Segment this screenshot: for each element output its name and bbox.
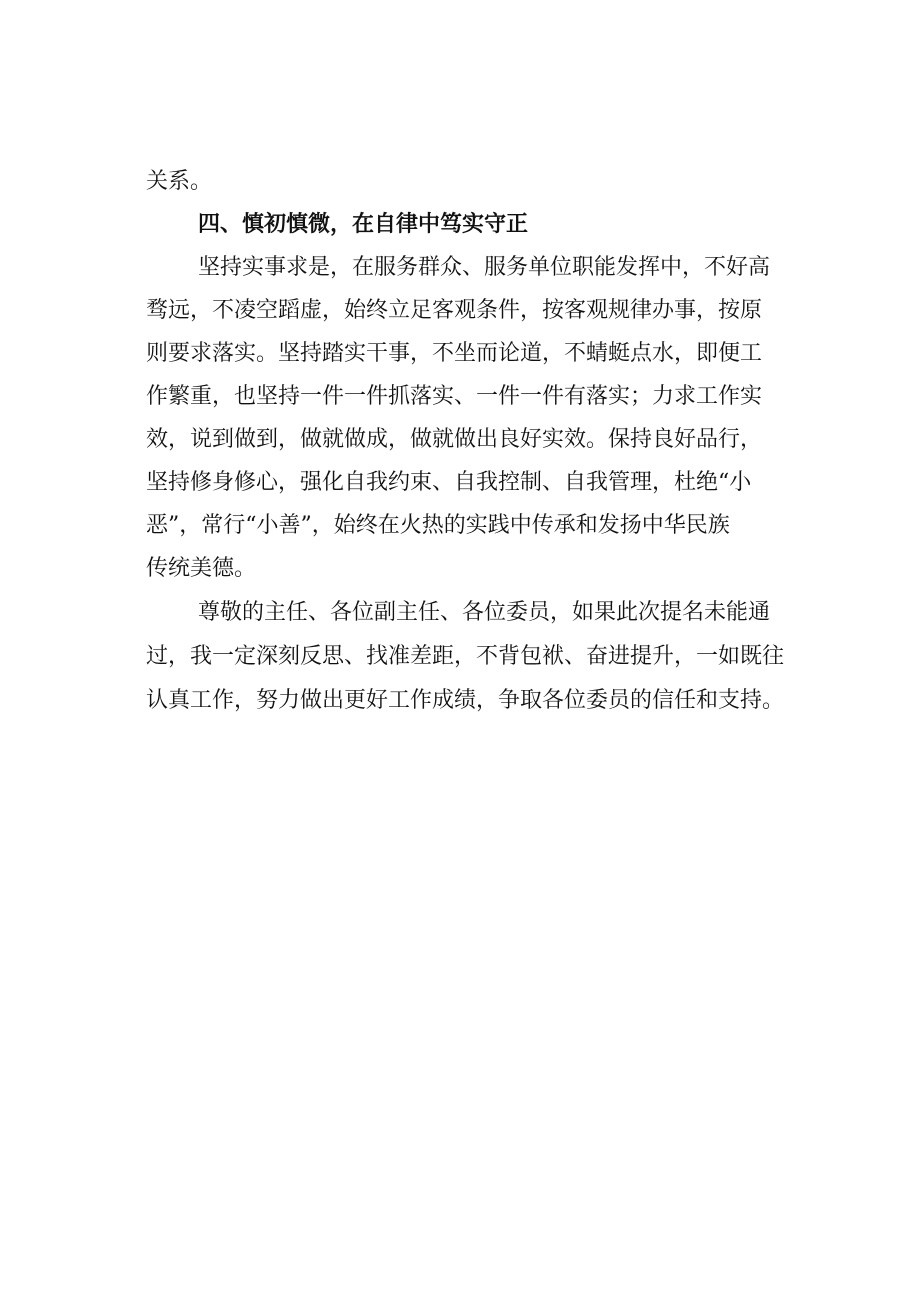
paragraph-line: 效，说到做到，做就做成，做就做出良好实效。保持良好品行，: [146, 427, 763, 452]
paragraph-line: 则要求落实。坚持踏实干事，不坐而论道，不蜻蜓点水，即便工: [146, 341, 763, 366]
paragraph-line: 恶”，常行“小善”，始终在火热的实践中传承和发扬中华民族: [146, 513, 730, 538]
continuation-line: 关系。: [146, 169, 213, 194]
paragraph-line: 作繁重，也坚持一件一件抓落实、一件一件有落实；力求工作实: [146, 384, 763, 409]
paragraph-line: 认真工作，努力做出更好工作成绩，争取各位委员的信任和支持。: [146, 688, 785, 713]
paragraph-line: 坚持修身修心，强化自我约束、自我控制、自我管理，杜绝“小: [146, 470, 752, 495]
paragraph-line: 坚持实事求是，在服务群众、服务单位职能发挥中，不好高: [198, 255, 771, 280]
paragraph-line: 传统美德。: [146, 556, 257, 581]
section-heading: 四、慎初慎微，在自律中笃实守正: [198, 212, 529, 237]
paragraph-line: 骛远，不凌空蹈虚，始终立足客观条件，按客观规律办事，按原: [146, 298, 763, 323]
paragraph-line: 过，我一定深刻反思、找准差距，不背包袱、奋进提升，一如既往: [146, 644, 785, 669]
paragraph-line: 尊敬的主任、各位副主任、各位委员，如果此次提名未能通: [198, 600, 771, 625]
